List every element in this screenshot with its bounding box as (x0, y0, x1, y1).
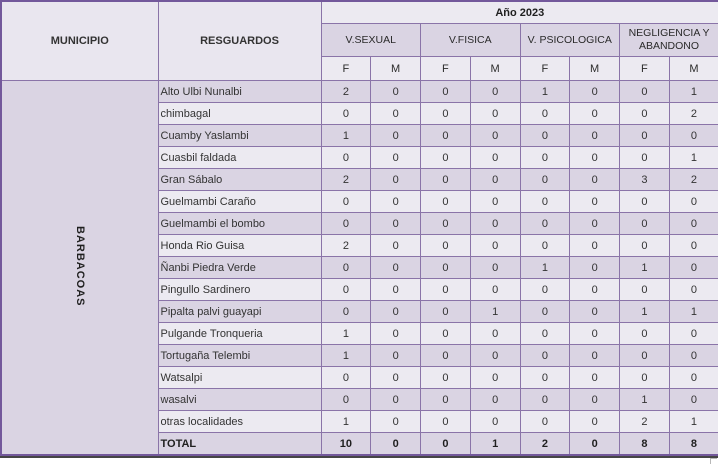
value-cell: 0 (421, 81, 471, 103)
resguardo-name-cell: Pulgande Tronqueria (158, 323, 321, 345)
value-cell: 0 (321, 279, 371, 301)
total-label-cell: TOTAL (158, 433, 321, 456)
value-cell: 0 (570, 411, 620, 433)
value-cell: 0 (620, 367, 670, 389)
value-cell: 0 (520, 169, 570, 191)
category-header-sexual: V.SEXUAL (321, 24, 421, 57)
value-cell: 0 (669, 235, 718, 257)
value-cell: 0 (570, 323, 620, 345)
sex-header: M (570, 57, 620, 81)
value-cell: 0 (520, 367, 570, 389)
value-cell: 0 (421, 367, 471, 389)
value-cell: 0 (570, 433, 620, 456)
municipio-cell (1, 81, 158, 456)
value-cell: 0 (620, 235, 670, 257)
value-cell: 0 (321, 191, 371, 213)
value-cell: 1 (321, 125, 371, 147)
value-cell: 0 (470, 191, 520, 213)
table-body (1, 1, 718, 455)
value-cell: 0 (570, 213, 620, 235)
header-row-year (1, 1, 718, 24)
value-cell: 0 (669, 367, 718, 389)
value-cell: 8 (620, 433, 670, 456)
value-cell: 1 (669, 301, 718, 323)
value-cell: 1 (669, 81, 718, 103)
value-cell: 0 (520, 345, 570, 367)
value-cell: 0 (669, 257, 718, 279)
value-cell: 0 (620, 213, 670, 235)
resguardo-name-cell: Honda Rio Guisa (158, 235, 321, 257)
value-cell: 0 (570, 103, 620, 125)
resguardos-column-header: RESGUARDOS (158, 1, 321, 81)
value-cell: 8 (669, 433, 718, 456)
value-cell: 0 (421, 191, 471, 213)
value-cell: 0 (520, 389, 570, 411)
value-cell: 0 (321, 301, 371, 323)
municipio-vertical-label: BARBACOAS (73, 225, 86, 307)
value-cell: 0 (421, 279, 471, 301)
resguardo-name-cell: otras localidades (158, 411, 321, 433)
value-cell: 0 (321, 103, 371, 125)
value-cell: 0 (470, 81, 520, 103)
value-cell: 0 (371, 147, 421, 169)
value-cell: 0 (620, 279, 670, 301)
sex-header: F (520, 57, 570, 81)
value-cell: 0 (421, 213, 471, 235)
resguardo-name-cell: chimbagal (158, 103, 321, 125)
value-cell: 0 (371, 367, 421, 389)
value-cell: 0 (371, 169, 421, 191)
value-cell: 0 (321, 389, 371, 411)
value-cell: 0 (520, 235, 570, 257)
category-header-negligencia: NEGLIGENCIA Y ABANDONO (620, 24, 718, 57)
value-cell: 0 (421, 345, 471, 367)
value-cell: 1 (321, 345, 371, 367)
value-cell: 2 (669, 169, 718, 191)
value-cell: 3 (620, 169, 670, 191)
value-cell: 0 (371, 235, 421, 257)
sex-header: F (421, 57, 471, 81)
value-cell: 0 (421, 323, 471, 345)
value-cell: 1 (620, 257, 670, 279)
value-cell: 0 (470, 323, 520, 345)
value-cell: 0 (371, 279, 421, 301)
value-cell: 0 (620, 103, 670, 125)
value-cell: 0 (520, 125, 570, 147)
value-cell: 0 (470, 279, 520, 301)
value-cell: 0 (371, 125, 421, 147)
value-cell: 0 (371, 389, 421, 411)
value-cell: 0 (371, 191, 421, 213)
resize-handle-mark (710, 458, 717, 464)
table-bottom-rule (0, 456, 718, 458)
value-cell: 2 (321, 235, 371, 257)
value-cell: 2 (321, 81, 371, 103)
resguardo-name-cell: Alto Ulbi Nunalbi (158, 81, 321, 103)
value-cell: 0 (371, 411, 421, 433)
sex-header: M (371, 57, 421, 81)
value-cell: 2 (520, 433, 570, 456)
resguardo-name-cell: Cuamby Yaslambi (158, 125, 321, 147)
value-cell: 2 (669, 103, 718, 125)
value-cell: 0 (520, 103, 570, 125)
value-cell: 0 (570, 169, 620, 191)
value-cell: 0 (520, 301, 570, 323)
value-cell: 1 (470, 301, 520, 323)
value-cell: 0 (321, 367, 371, 389)
value-cell: 0 (470, 367, 520, 389)
value-cell: 0 (421, 125, 471, 147)
value-cell: 1 (620, 389, 670, 411)
value-cell: 0 (371, 81, 421, 103)
value-cell: 1 (520, 81, 570, 103)
value-cell: 0 (669, 213, 718, 235)
value-cell: 1 (669, 147, 718, 169)
sex-header: F (321, 57, 371, 81)
value-cell: 0 (470, 147, 520, 169)
value-cell: 0 (570, 367, 620, 389)
sex-header: F (620, 57, 670, 81)
resguardo-name-cell: Guelmambi el bombo (158, 213, 321, 235)
category-header-fisica: V.FISICA (421, 24, 521, 57)
value-cell: 0 (421, 433, 471, 456)
value-cell: 0 (421, 257, 471, 279)
value-cell: 0 (470, 411, 520, 433)
value-cell: 0 (321, 257, 371, 279)
municipio-column-header: MUNICIPIO (1, 1, 158, 81)
value-cell: 0 (570, 345, 620, 367)
value-cell: 0 (371, 345, 421, 367)
value-cell: 0 (421, 235, 471, 257)
value-cell: 0 (620, 191, 670, 213)
value-cell: 0 (669, 389, 718, 411)
value-cell: 0 (470, 103, 520, 125)
resguardo-name-cell: Tortugaña Telembi (158, 345, 321, 367)
value-cell: 0 (570, 257, 620, 279)
value-cell: 0 (669, 323, 718, 345)
value-cell: 0 (321, 213, 371, 235)
value-cell: 0 (669, 345, 718, 367)
value-cell: 0 (520, 323, 570, 345)
resguardo-name-cell: Cuasbil faldada (158, 147, 321, 169)
resguardo-name-cell: Pingullo Sardinero (158, 279, 321, 301)
value-cell: 0 (371, 301, 421, 323)
value-cell: 0 (570, 301, 620, 323)
value-cell: 1 (669, 411, 718, 433)
value-cell: 1 (321, 411, 371, 433)
category-header-psicologica: V. PSICOLOGICA (520, 24, 620, 57)
value-cell: 0 (421, 411, 471, 433)
sex-header: M (669, 57, 718, 81)
value-cell: 0 (321, 147, 371, 169)
value-cell: 0 (470, 389, 520, 411)
resguardo-name-cell: Watsalpi (158, 367, 321, 389)
resguardo-name-cell: Pipalta palvi guayapi (158, 301, 321, 323)
value-cell: 0 (470, 345, 520, 367)
value-cell: 0 (570, 389, 620, 411)
value-cell: 0 (421, 103, 471, 125)
table-row (1, 81, 718, 103)
value-cell: 0 (520, 147, 570, 169)
value-cell: 0 (371, 257, 421, 279)
resguardo-name-cell: Guelmambi Caraño (158, 191, 321, 213)
value-cell: 0 (421, 169, 471, 191)
value-cell: 0 (371, 213, 421, 235)
value-cell: 0 (470, 213, 520, 235)
sex-header: M (470, 57, 520, 81)
value-cell: 0 (570, 147, 620, 169)
value-cell: 0 (570, 191, 620, 213)
value-cell: 0 (669, 125, 718, 147)
value-cell: 0 (371, 433, 421, 456)
value-cell: 0 (520, 279, 570, 301)
value-cell: 0 (620, 81, 670, 103)
value-cell: 0 (570, 279, 620, 301)
value-cell: 0 (620, 323, 670, 345)
value-cell: 10 (321, 433, 371, 456)
value-cell: 0 (520, 191, 570, 213)
value-cell: 0 (371, 323, 421, 345)
value-cell: 0 (421, 389, 471, 411)
value-cell: 0 (421, 301, 471, 323)
value-cell: 0 (421, 147, 471, 169)
value-cell: 1 (321, 323, 371, 345)
value-cell: 0 (470, 235, 520, 257)
value-cell: 1 (470, 433, 520, 456)
value-cell: 0 (520, 213, 570, 235)
value-cell: 0 (520, 411, 570, 433)
value-cell: 0 (620, 345, 670, 367)
value-cell: 0 (620, 147, 670, 169)
value-cell: 0 (570, 235, 620, 257)
resguardo-name-cell: wasalvi (158, 389, 321, 411)
value-cell: 0 (470, 125, 520, 147)
value-cell: 0 (669, 279, 718, 301)
resguardo-name-cell: Ñanbi Piedra Verde (158, 257, 321, 279)
value-cell: 0 (620, 125, 670, 147)
value-cell: 1 (620, 301, 670, 323)
value-cell: 2 (620, 411, 670, 433)
value-cell: 1 (520, 257, 570, 279)
resguardo-name-cell: Gran Sábalo (158, 169, 321, 191)
value-cell: 0 (669, 191, 718, 213)
value-cell: 2 (321, 169, 371, 191)
value-cell: 0 (570, 125, 620, 147)
value-cell: 0 (470, 257, 520, 279)
value-cell: 0 (470, 169, 520, 191)
value-cell: 0 (371, 103, 421, 125)
value-cell: 0 (570, 81, 620, 103)
year-header: Año 2023 (321, 1, 718, 24)
